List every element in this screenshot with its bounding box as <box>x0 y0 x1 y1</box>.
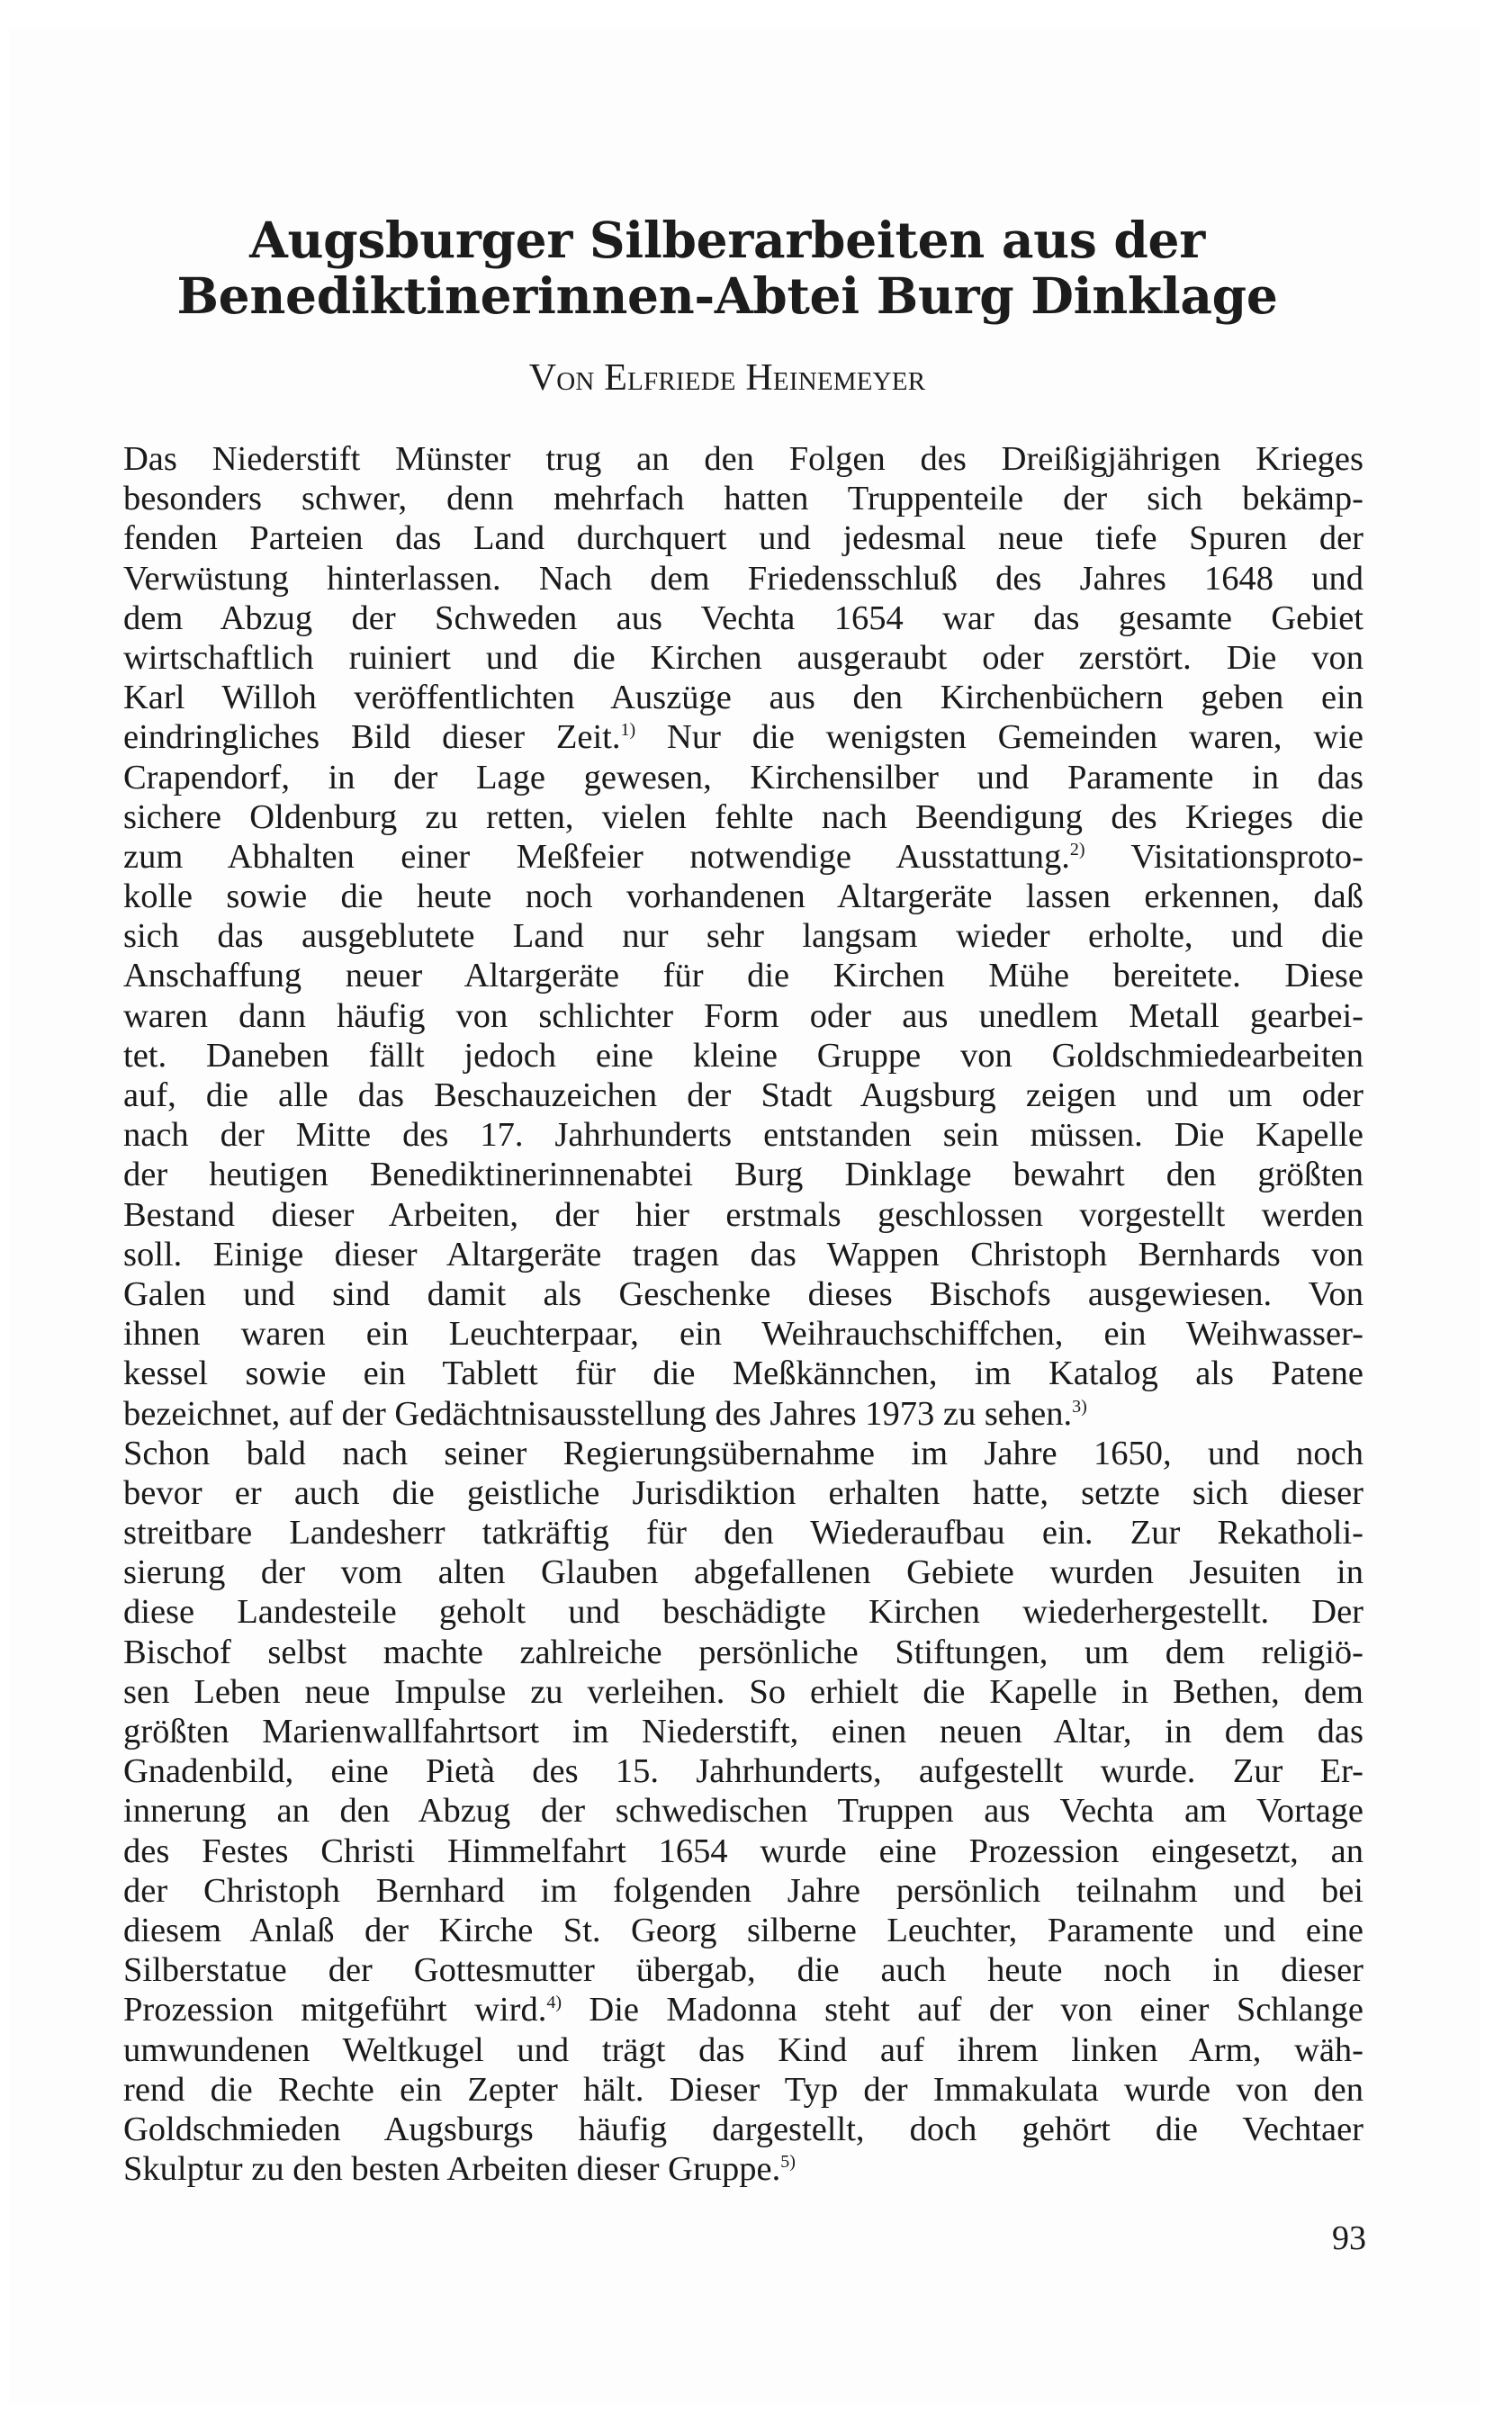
footnote-reference: 1) <box>620 720 636 741</box>
body-line: streitbare Landesherr tatkräftig für den Wiederaufbau ein. Zur Rekatholi- <box>123 1514 1364 1552</box>
body-line <box>123 1990 1364 2030</box>
footnote-reference: 5) <box>780 2152 796 2173</box>
author-byline: Von Elfriede Heinemeyer <box>528 357 926 399</box>
body-line-text: bezeichnet, auf der Gedächtnisausstellung des Jahres 1973 zu sehen. <box>123 1394 1073 1433</box>
body-line: größten Marienwallfahrtsort im Niederstift, einen neuen Altar, in dem das <box>123 1713 1364 1750</box>
body-line: auf, die alle das Beschauzeichen der Stadt Augsburg zeigen und um oder <box>123 1076 1364 1114</box>
body-line: Verwüstung hinterlassen. Nach dem Friedensschluß des Jahres 1648 und <box>123 559 1364 598</box>
body-line: Crapendorf, in der Lage gewesen, Kirchensilber und Paramente in das <box>123 758 1364 796</box>
body-line: diese Landesteile geholt und beschädigte Kirchen wiederhergestellt. Der <box>123 1593 1364 1632</box>
body-line: Bestand dieser Arbeiten, der hier erstmals geschlossen vorgestellt werden <box>123 1195 1364 1234</box>
body-line: besonders schwer, denn mehrfach hatten Truppenteile der sich bekämp- <box>123 480 1364 518</box>
footnote-reference: 4) <box>546 1993 562 2013</box>
body-line: des Festes Christi Himmelfahrt 1654 wurde eine Prozession eingesetzt, an <box>123 1832 1364 1870</box>
body-line: umwundenen Weltkugel und trägt das Kind auf ihrem linken Arm, wäh- <box>123 2030 1364 2069</box>
body-line: der Christoph Bernhard im folgenden Jahre persönlich teilnahm und bei <box>123 1871 1364 1910</box>
body-line: Das Niederstift Münster trug an den Folgen des Dreißigjährigen Krieges <box>123 440 1364 478</box>
title-line-2: Benediktinerinnen-Abtei Burg Dinklage <box>176 266 1278 325</box>
body-line: Bischof selbst machte zahlreiche persönliche Stiftungen, um dem religiö- <box>123 1633 1364 1671</box>
body-line: rend die Rechte ein Zepter hält. Dieser Typ der Immakulata wurde von den <box>123 2070 1364 2109</box>
body-line: innerung an den Abzug der schwedischen Truppen aus Vechta am Vortage <box>123 1792 1364 1831</box>
body-line: tet. Daneben fällt jedoch eine kleine Gruppe von Goldschmiedearbeiten <box>123 1036 1364 1075</box>
body-line-text: eindringliches Bild dieser Zeit. <box>123 718 621 757</box>
body-line: kessel sowie ein Tablett für die Meßkännchen, im Katalog als Patene <box>123 1354 1364 1393</box>
body-line: bevor er auch die geistliche Jurisdiktion erhalten hatte, setzte sich dieser <box>123 1473 1364 1512</box>
body-line: sich das ausgeblutete Land nur sehr langsam wieder erholte, und die <box>123 917 1364 956</box>
body-line: ihnen waren ein Leuchterpaar, ein Weihrauchschiffchen, ein Weihwasser- <box>123 1315 1364 1354</box>
body-line <box>123 837 1364 877</box>
body-line-text: Skulptur zu den besten Arbeiten dieser Gruppe. <box>123 2150 781 2189</box>
body-line: Karl Willoh veröffentlichten Auszüge aus den Kirchenbüchern geben ein <box>123 679 1364 717</box>
body-line: sichere Oldenburg zu retten, vielen fehlte nach Beendigung des Krieges die <box>123 797 1364 836</box>
body-line: waren dann häufig von schlichter Form oder aus unedlem Metall gearbei- <box>123 996 1364 1035</box>
footnote-reference: 3) <box>1072 1396 1087 1417</box>
article-body <box>123 439 1364 2189</box>
body-line-text: Die Madonna steht auf der von einer Schlange <box>562 1991 1364 2030</box>
body-line: diesem Anlaß der Kirche St. Georg silberne Leuchter, Paramente und eine <box>123 1911 1364 1949</box>
body-line <box>123 2149 1364 2189</box>
body-line: fenden Parteien das Land durchquert und jedesmal neue tiefe Spuren der <box>123 519 1364 558</box>
body-line: sierung der vom alten Glauben abgefallenen Gebiete wurden Jesuiten in <box>123 1553 1364 1592</box>
title-line-1: Augsburger Silberarbeiten aus der <box>249 211 1205 269</box>
body-line: dem Abzug der Schweden aus Vechta 1654 war das gesamte Gebiet <box>123 598 1364 637</box>
body-line <box>123 1394 1364 1434</box>
body-line: kolle sowie die heute noch vorhandenen Altargeräte lassen erkennen, daß <box>123 878 1364 916</box>
body-line: Schon bald nach seiner Regierungsübernahme im Jahre 1650, und noch <box>123 1434 1364 1472</box>
body-line <box>123 717 1364 757</box>
body-line: der heutigen Benediktinerinnenabtei Burg Dinklage bewahrt den größten <box>123 1156 1364 1194</box>
article-title <box>0 212 1454 324</box>
body-line: Gnadenbild, eine Pietà des 15. Jahrhunderts, aufgestellt wurde. Zur Er- <box>123 1752 1364 1791</box>
page-number: 93 <box>1332 2219 1366 2257</box>
body-line: wirtschaftlich ruiniert und die Kirchen ausgeraubt oder zerstört. Die von <box>123 638 1364 677</box>
body-line-text: Prozession mitgeführt wird. <box>123 1991 547 2030</box>
body-line-text: Nur die wenigsten Gemeinden waren, wie <box>635 718 1364 757</box>
body-line-text: zum Abhalten einer Meßfeier notwendige Ausstattung. <box>123 837 1070 876</box>
body-line: nach der Mitte des 17. Jahrhunderts entstanden sein müssen. Die Kapelle <box>123 1116 1364 1155</box>
body-line: sen Leben neue Impulse zu verleihen. So erhielt die Kapelle in Bethen, dem <box>123 1672 1364 1711</box>
body-line: Goldschmieden Augsburgs häufig dargestellt, doch gehört die Vechtaer <box>123 2110 1364 2148</box>
body-line: Galen und sind damit als Geschenke dieses Bischofs ausgewiesen. Von <box>123 1274 1364 1313</box>
body-line-text: Visitationsproto- <box>1084 837 1364 876</box>
footnote-reference: 2) <box>1069 839 1085 860</box>
body-line: Anschaffung neuer Altargeräte für die Kirchen Mühe bereitete. Diese <box>123 957 1364 995</box>
body-line: Silberstatue der Gottesmutter übergab, die auch heute noch in dieser <box>123 1951 1364 1990</box>
body-line: soll. Einige dieser Altargeräte tragen das Wappen Christoph Bernhards von <box>123 1235 1364 1274</box>
